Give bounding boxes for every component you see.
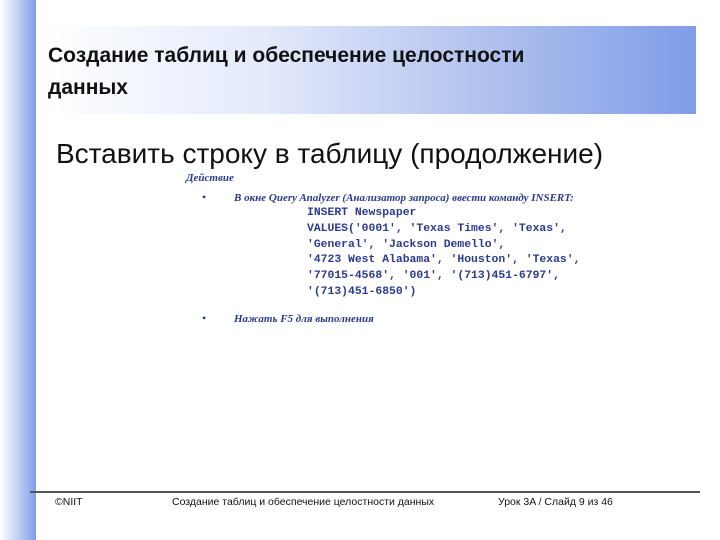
slide-subtitle: Вставить строку в таблицу (продолжение) — [56, 138, 604, 169]
footer-slide-number: Урок 3A / Слайд 9 из 46 — [498, 496, 613, 508]
bullet-dot-1: • — [202, 190, 207, 204]
footer-copyright: ©NIIT — [55, 496, 83, 508]
slide-title: Создание таблиц и обеспечение целостности данных — [48, 44, 525, 99]
left-decorative-bar — [0, 0, 36, 540]
bullet-dot-2: • — [202, 311, 207, 325]
footer-divider — [30, 491, 700, 493]
footer-course-title: Создание таблиц и обеспечение целостности данных — [172, 496, 435, 508]
code-block: INSERT Newspaper VALUES('0001', 'Texas Times', 'Texas', 'General', 'Jackson Demello', '4723 West Alabama', 'Houston', 'Texas', '77015-4568', '001', '(713)451-6797', '(713)451-6850') — [307, 207, 581, 298]
bullet-text-1: В окне Query Analyzer (Анализатор запроса) ввести команду INSERT: — [234, 192, 574, 204]
action-label: Действие — [186, 172, 234, 184]
bullet-text-2: Нажать F5 для выполнения — [234, 313, 374, 325]
